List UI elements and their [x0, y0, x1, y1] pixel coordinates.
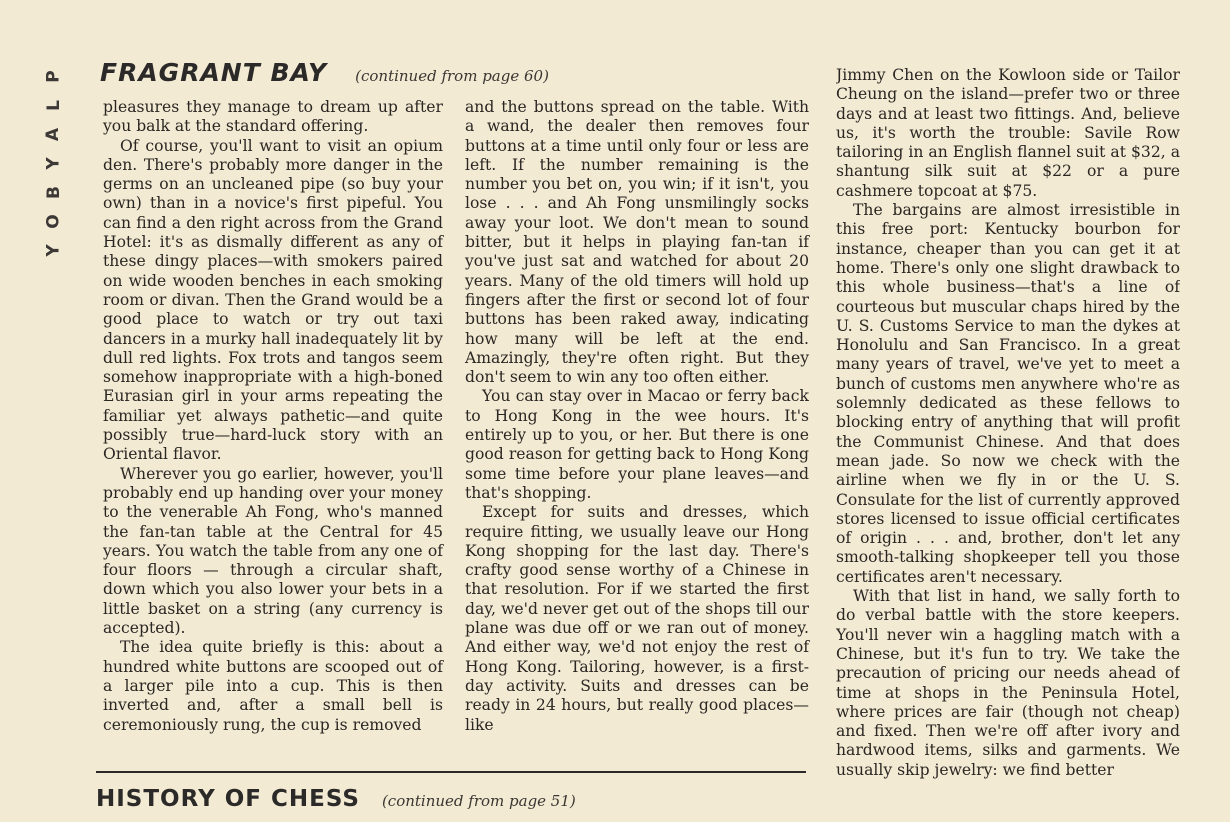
spine-letter: O — [43, 214, 64, 229]
paragraph: and the buttons spread on the table. With a wand, the dealer then removes four buttons at a time until only four or less are left. If the number remaining is the number you bet on, you win; if it isn't, you lose . . . and Ah Fong unsmilingly socks away your loot. We don't mean to sound bitter, but it helps in playing fan-tan if you've just sat and watched for about 20 years. Many of the old timers will hold up fingers after the first or second lot of four buttons has been raked away, indicating how many will be left at the end. Amazingly, they're often right. But they don't seem to win any too often either. — [465, 98, 809, 387]
continued-note: (continued from page 51) — [381, 792, 576, 810]
text-column-1 — [103, 98, 443, 735]
paragraph: With that list in hand, we sally forth to do verbal battle with the store keepers. You'll never win a haggling match with a Chinese, but it's fun to try. We take the precaution of pricing our needs ahead of time at shops in the Peninsula Hotel, where prices are fair (though not cheap) and fixed. Then we're off after ivory and hardwood items, silks and garments. We usually skip jewelry: we find better — [836, 587, 1180, 779]
spine-letter: L — [43, 100, 64, 111]
paragraph: The bargains are almost irresistible in this free port: Kentucky bourbon for instance, cheaper than you can get it at home. There's only one slight drawback to this whole business—that's a line of courteous but muscular chaps hired by the U. S. Customs Service to man the dykes at Honolulu and San Francisco. In a great many years of travel, we've yet to meet a bunch of customs men anywhere who're as solemnly dedicated as these fellows to blocking entry of anything that will profit the Communist Chinese. And that does mean jade. So now we check with the airline when we fly in or the U. S. Consulate for the list of currently approved stores licensed to issue official certificates of origin . . . and, brother, don't let any smooth-talking shopkeeper tell you those certificates aren't necessary. — [836, 201, 1180, 586]
continued-note: (continued from page 60) — [355, 67, 549, 85]
article-header — [100, 58, 549, 87]
magazine-spine — [42, 62, 66, 265]
spine-letter: Y — [43, 244, 64, 257]
spine-letter: A — [43, 127, 64, 142]
text-column-2 — [465, 98, 809, 735]
paragraph: Wherever you go earlier, however, you'll probably end up handing over your money to the venerable Ah Fong, who's manned the fan-tan table at the Central for 45 years. You watch the table from any one of four floors — through a circular shaft, down which you also lower your bets in a little basket on a string (any currency is accepted). — [103, 464, 443, 638]
spine-letter: Y — [43, 157, 64, 170]
article-title: HISTORY OF CHESS — [96, 786, 360, 812]
section-divider — [96, 771, 806, 773]
text-column-3 — [836, 66, 1180, 822]
paragraph: pleasures they manage to dream up after you balk at the standard offering. — [103, 98, 443, 136]
paragraph: Except for suits and dresses, which require fitting, we usually leave our Hong Kong shopping for the last day. There's crafty good sense worthy of a Chinese in that resolution. For if we started the first day, we'd never get out of the shops till our plane was due off or we ran out of money. And either way, we'd not enjoy the rest of Hong Kong. Tailoring, however, is a first-day activity. Suits and dresses can be ready in 24 hours, but really good places—like — [465, 503, 809, 734]
spine-letter: P — [43, 70, 64, 83]
paragraph: You can stay over in Macao or ferry back to Hong Kong in the wee hours. It's entirely up to you, or her. But there is one good reason for getting back to Hong Kong some time before your plane leaves—and that's shopping. — [465, 387, 809, 502]
paragraph: The idea quite briefly is this: about a hundred white buttons are scooped out of a larger pile into a cup. This is then inverted and, after a small bell is ceremoniously rung, the cup is removed — [103, 638, 443, 734]
paragraph: Jimmy Chen on the Kowloon side or Tailor Cheung on the island—prefer two or three days and at least two fittings. And, believe us, it's worth the trouble: Savile Row tailoring in an English flannel suit at $32, a shantung silk suit at $22 or a pure cashmere topcoat at $75. — [836, 66, 1180, 200]
spine-letter: B — [43, 186, 64, 199]
paragraph: Of course, you'll want to visit an opium den. There's probably more danger in the germs on an uncleaned pipe (so buy your own) than in a novice's first pipeful. You can find a den right across from the Grand Hotel: it's as dismally different as any of these dingy places—with smokers paired on wide wooden benches in each smoking room or divan. Then the Grand would be a good place to watch or try out taxi dancers in a murky hall inadequately lit by dull red lights. Fox trots and tangos seem somehow inappropriate with a high-boned Eurasian girl in your arms repeating the familiar yet always pathetic—and quite possibly true—hard-luck story with an Oriental flavor. — [103, 136, 443, 464]
article-title: FRAGRANT BAY — [100, 58, 328, 87]
article-header — [96, 786, 576, 812]
